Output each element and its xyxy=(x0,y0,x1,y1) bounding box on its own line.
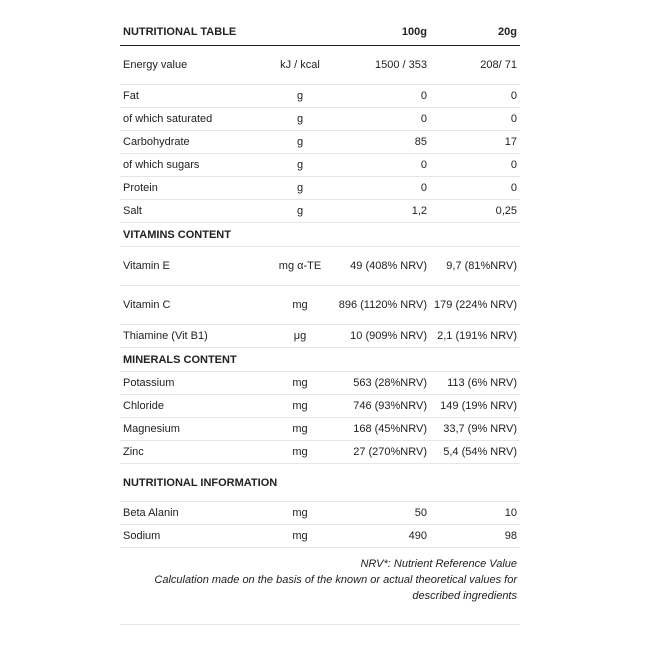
nutrient-name: Vitamin E xyxy=(120,247,275,286)
value-100g: 85 xyxy=(325,131,430,154)
value-20g: 0,25 xyxy=(430,200,520,223)
value-20g: 5,4 (54% NRV) xyxy=(430,441,520,464)
nutrient-unit: g xyxy=(275,131,325,154)
value-100g: 1,2 xyxy=(325,200,430,223)
nutrient-unit: g xyxy=(275,108,325,131)
value-100g: 0 xyxy=(325,85,430,108)
value-20g: 10 xyxy=(430,502,520,525)
nutrient-name: Salt xyxy=(120,200,275,223)
value-20g: 33,7 (9% NRV) xyxy=(430,418,520,441)
nutrient-unit: mg xyxy=(275,502,325,525)
nutrient-unit: mg xyxy=(275,395,325,418)
table-row-carbohydrate xyxy=(120,131,520,154)
nutrient-unit: kJ / kcal xyxy=(275,46,325,85)
section-title: VITAMINS CONTENT xyxy=(120,223,520,247)
nutrient-name: Energy value xyxy=(120,46,275,85)
value-20g: 17 xyxy=(430,131,520,154)
nutrient-name: Zinc xyxy=(120,441,275,464)
value-100g: 49 (408% NRV) xyxy=(325,247,430,286)
nutrient-name: Thiamine (Vit B1) xyxy=(120,325,275,348)
table-row-fat xyxy=(120,85,520,108)
table-header-row xyxy=(120,18,520,46)
value-100g: 0 xyxy=(325,108,430,131)
column-100g-header: 100g xyxy=(325,18,430,46)
nutrition-table xyxy=(120,18,520,625)
value-100g: 50 xyxy=(325,502,430,525)
value-20g: 98 xyxy=(430,525,520,548)
value-20g: 0 xyxy=(430,108,520,131)
value-100g: 0 xyxy=(325,177,430,200)
nutrient-name: Magnesium xyxy=(120,418,275,441)
value-20g: 208/ 71 xyxy=(430,46,520,85)
nutrient-name: Potassium xyxy=(120,372,275,395)
nutrient-unit: μg xyxy=(275,325,325,348)
value-20g: 0 xyxy=(430,177,520,200)
nutrient-unit: mg xyxy=(275,286,325,325)
value-100g: 563 (28%NRV) xyxy=(325,372,430,395)
nrv-note: NRV*: Nutrient Reference Value xyxy=(360,558,517,570)
table-title: NUTRITIONAL TABLE xyxy=(120,18,275,46)
nutrient-unit: mg xyxy=(275,418,325,441)
value-20g: 113 (6% NRV) xyxy=(430,372,520,395)
value-20g: 2,1 (191% NRV) xyxy=(430,325,520,348)
value-100g: 490 xyxy=(325,525,430,548)
footnote-row xyxy=(120,548,520,625)
nutrition-table-container xyxy=(120,18,520,625)
nutrient-unit: mg xyxy=(275,372,325,395)
value-100g: 1500 / 353 xyxy=(325,46,430,85)
nutrient-unit: g xyxy=(275,200,325,223)
value-100g: 746 (93%NRV) xyxy=(325,395,430,418)
nutrient-name: Chloride xyxy=(120,395,275,418)
section-header-vitamins xyxy=(120,223,520,247)
nutrient-name: Protein xyxy=(120,177,275,200)
value-20g: 0 xyxy=(430,154,520,177)
value-20g: 149 (19% NRV) xyxy=(430,395,520,418)
table-row-beta-alanin xyxy=(120,502,520,525)
nutrient-unit: mg xyxy=(275,525,325,548)
table-row-vitamin-c xyxy=(120,286,520,325)
footnote xyxy=(120,548,520,625)
table-row-zinc xyxy=(120,441,520,464)
table-row-vitamin-e xyxy=(120,247,520,286)
nutrient-unit: g xyxy=(275,154,325,177)
table-row-potassium xyxy=(120,372,520,395)
table-row-sodium xyxy=(120,525,520,548)
value-100g: 168 (45%NRV) xyxy=(325,418,430,441)
table-row-chloride xyxy=(120,395,520,418)
nutrient-name: Vitamin C xyxy=(120,286,275,325)
nutrient-unit: g xyxy=(275,177,325,200)
table-row-salt xyxy=(120,200,520,223)
table-row-energy xyxy=(120,46,520,85)
table-row-protein xyxy=(120,177,520,200)
value-100g: 10 (909% NRV) xyxy=(325,325,430,348)
value-20g: 9,7 (81%NRV) xyxy=(430,247,520,286)
nutrient-name: Beta Alanin xyxy=(120,502,275,525)
section-title: NUTRITIONAL INFORMATION xyxy=(120,464,325,502)
value-100g: 896 (1120% NRV) xyxy=(325,286,430,325)
nutrient-name: Carbohydrate xyxy=(120,131,275,154)
table-row-saturated xyxy=(120,108,520,131)
nutrient-name: Fat xyxy=(120,85,275,108)
nutrient-unit: g xyxy=(275,85,325,108)
nutrient-unit: mg xyxy=(275,441,325,464)
nutrient-name: of which sugars xyxy=(120,154,275,177)
nutrient-unit: mg α-TE xyxy=(275,247,325,286)
table-row-sugars xyxy=(120,154,520,177)
nutrient-name: of which saturated xyxy=(120,108,275,131)
value-20g: 179 (224% NRV) xyxy=(430,286,520,325)
calculation-note: Calculation made on the basis of the known or actual theoretical values for described ingredients xyxy=(154,574,517,602)
table-row-thiamine xyxy=(120,325,520,348)
table-row-magnesium xyxy=(120,418,520,441)
nutrient-name: Sodium xyxy=(120,525,275,548)
section-header-minerals xyxy=(120,348,520,372)
value-20g: 0 xyxy=(430,85,520,108)
value-100g: 27 (270%NRV) xyxy=(325,441,430,464)
section-header-information xyxy=(120,464,520,502)
unit-column-header xyxy=(275,18,325,46)
value-100g: 0 xyxy=(325,154,430,177)
column-20g-header: 20g xyxy=(430,18,520,46)
section-title: MINERALS CONTENT xyxy=(120,348,520,372)
